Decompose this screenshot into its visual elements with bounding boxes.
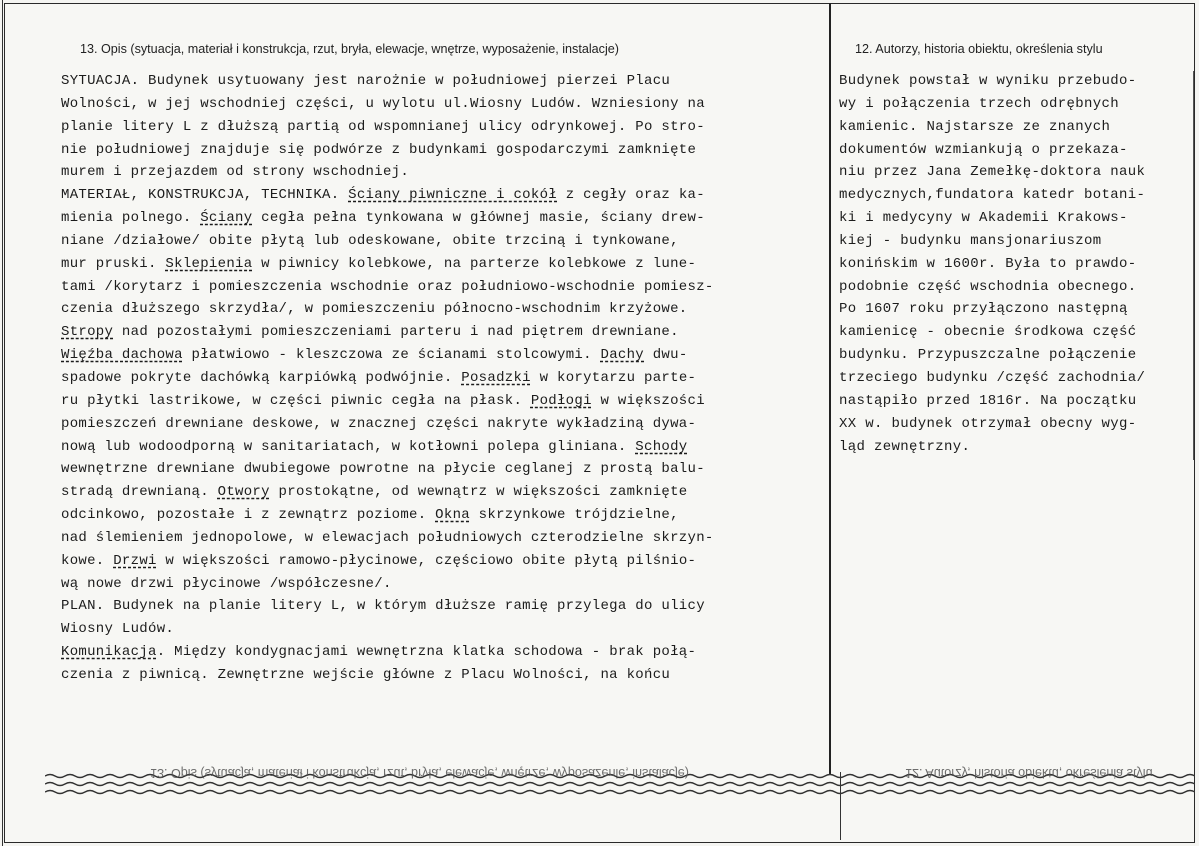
text-line — [61, 161, 836, 184]
text-segment: nad ślemieniem jednopolowe, w elewacjach południowych czterodzielne skrzyn- — [61, 529, 714, 546]
text-line — [61, 458, 836, 481]
text-line: medycznych,fundatora katedr botani- — [839, 187, 1146, 204]
text-line: Po 1607 roku przyłączono następną — [839, 301, 1128, 318]
underlined-term: Schody — [635, 438, 688, 455]
text-segment: w większości — [591, 392, 705, 409]
underlined-term: Podłogi — [530, 392, 592, 409]
text-segment: spadowe pokryte dachówką karpiówką podwójnie. — [61, 369, 462, 386]
text-line — [61, 298, 836, 321]
section-13-header: 13. Opis (sytuacja, materiał i konstrukcja, rzut, bryła, elewacje, wnętrze, wyposażenie, instalacje) — [80, 42, 619, 56]
text-segment: tami /korytarz i pomieszczenia wschodnie oraz południowo-wschodnie pomiesz- — [61, 278, 714, 295]
text-line — [61, 207, 836, 230]
text-segment: ru płytki lastrikowe, w części piwnic cegła na płask. — [61, 392, 531, 409]
text-line — [61, 413, 836, 436]
text-segment: dwu- — [644, 347, 688, 364]
text-line: trzeciego budynku /część zachodnia/ — [839, 369, 1146, 386]
text-line: kiej - budynku mansjonariuszom — [839, 232, 1102, 249]
description-text — [61, 70, 836, 687]
text-line: niu przez Jana Zemełkę-doktora nauk — [839, 164, 1146, 181]
text-line — [61, 230, 836, 253]
text-segment: płatwiowo - kleszczowa ze ścianami stolcowymi. — [182, 347, 601, 364]
text-line — [61, 367, 836, 390]
text-line — [61, 93, 836, 116]
text-line — [61, 116, 836, 139]
text-line: ki i medycyny w Akademii Krakows- — [839, 210, 1128, 227]
text-segment: PLAN. Budynek na planie litery L, w którym dłuższe ramię przylega do ulicy — [61, 598, 705, 615]
text-segment: stradą drewnianą. — [61, 484, 218, 501]
text-line: nastąpiło przed 1816r. Na początku — [839, 392, 1137, 409]
text-line: ląd zewnętrzny. — [839, 438, 971, 455]
text-line — [61, 184, 836, 207]
underlined-term: Komunikacja — [61, 644, 157, 661]
text-line — [61, 70, 836, 93]
text-line — [61, 436, 836, 459]
text-segment: w większości ramowo-płycinowe, częściowo obite płytą pilśnio- — [156, 552, 697, 569]
text-line — [61, 276, 836, 299]
history-text — [839, 70, 1195, 458]
text-line — [61, 664, 836, 687]
text-segment: w korytarzu parte- — [530, 369, 697, 386]
text-line — [61, 550, 836, 573]
text-line — [61, 344, 836, 367]
text-segment: wą nowe drzwi płycinowe /współczesne/. — [61, 575, 392, 592]
text-segment: nie południowej znajduje się podwórze z budynkami gospodarczymi zamknięte — [61, 141, 697, 158]
underlined-term: Ściany piwniczne i cokół — [348, 187, 557, 204]
text-segment: . Między kondygnacjami wewnętrzna klatka schodowa - brak połą- — [156, 644, 697, 661]
text-line: XX w. budynek otrzymał obecny wyg- — [839, 415, 1137, 432]
text-segment: skrzynkowe trójdzielne, — [469, 507, 679, 524]
text-segment: Wiosny Ludów. — [61, 621, 175, 638]
text-segment: odcinkowo, pozostałe i z zewnątrz poziome. — [61, 507, 436, 524]
text-segment: wewnętrzne drewniane dwubiegowe powrotne na płycie ceglanej z prostą balu- — [61, 461, 705, 478]
mirrored-header-right: 12. Autorzy, historia obiektu, określenia stylu — [905, 766, 1153, 780]
underlined-term: Ściany — [200, 210, 253, 227]
text-line — [61, 527, 836, 550]
scan-edge — [2, 0, 3, 846]
text-line — [61, 139, 836, 162]
mirrored-header-left: 13. Opis (sytuacja, materiał i konstrukcja, rzut, bryła, elewacje, wnętrze, wyposażenie, instalacje) — [150, 766, 689, 780]
text-segment: mienia polnego. — [61, 210, 201, 227]
text-segment: nową lub wodoodporną w sanitariatach, w kotłowni polepa gliniana. — [61, 438, 636, 455]
underlined-term: Posadzki — [461, 369, 531, 386]
text-segment: Wolności, w jej wschodniej części, u wylotu ul.Wiosny Ludów. Wzniesiony na — [61, 95, 705, 112]
text-line — [61, 390, 836, 413]
text-segment: MATERIAŁ, KONSTRUKCJA, TECHNIKA. — [61, 187, 349, 204]
text-line — [61, 573, 836, 596]
text-segment: w piwnicy kolebkowe, na parterze kolebkowe z lune- — [252, 255, 697, 272]
text-line: dokumentów wzmiankują o przekaza- — [839, 141, 1128, 158]
text-line: konińskim w 1600r. Była to prawdo- — [839, 255, 1137, 272]
text-segment: nad pozostałymi pomieszczeniami parteru i nad piętrem drewniane. — [113, 324, 679, 341]
text-line — [61, 595, 836, 618]
text-line — [61, 481, 836, 504]
text-segment: czenia dłuższego skrzydła/, w pomieszczeniu północno-wschodnim krzyżowe. — [61, 301, 688, 318]
text-line — [61, 618, 836, 641]
text-line — [61, 641, 836, 664]
underlined-term: Więźba dachowa — [61, 347, 183, 364]
underlined-term: Dachy — [600, 347, 645, 364]
text-line: podobnie część wschodnia obecnego. — [839, 278, 1137, 295]
text-line — [61, 321, 836, 344]
text-line: wy i połączenia trzech odrębnych — [839, 95, 1120, 112]
underlined-term: Drzwi — [113, 552, 157, 569]
text-segment: cegła pełna tynkowana w głównej masie, ściany drew- — [252, 210, 705, 227]
text-line: budynku. Przypuszczalne połączenie — [839, 347, 1137, 364]
underlined-term: Okna — [435, 507, 470, 524]
text-segment: pomieszczeń drewniane deskowe, w znacznej części nakryte wykładziną dywa- — [61, 415, 697, 432]
text-line: Budynek powstał w wyniku przebudo- — [839, 73, 1137, 89]
underlined-term: Otwory — [217, 484, 270, 501]
text-segment: planie litery L z dłuższą partią od wspomnianej ulicy odrynkowej. Po stro- — [61, 118, 705, 135]
text-segment: mur pruski. — [61, 255, 166, 272]
text-segment: kowe. — [61, 552, 114, 569]
underlined-term: Stropy — [61, 324, 114, 341]
text-line: kamienic. Najstarsze ze znanych — [839, 118, 1111, 135]
text-segment: czenia z piwnicą. Zewnętrzne wejście główne z Placu Wolności, na końcu — [61, 666, 671, 683]
underlined-term: Sklepienia — [165, 255, 253, 272]
text-line — [61, 504, 836, 527]
text-segment: prostokątne, od wewnątrz w większości zamknięte — [269, 484, 688, 501]
text-segment: murem i przejazdem od strony wschodniej. — [61, 164, 410, 181]
text-segment: niane /działowe/ obite płytą lub odeskowane, obite trzciną i tynkowane, — [61, 232, 679, 249]
text-segment: SYTUACJA. Budynek usytuowany jest narożnie w południowej pierzei Placu — [61, 73, 671, 89]
text-segment: z cegły oraz ka- — [557, 187, 705, 204]
text-line — [61, 253, 836, 276]
text-line: kamienicę - obecnie środkowa część — [839, 324, 1137, 341]
section-12-header: 12. Autorzy, historia obiektu, określenia stylu — [855, 42, 1103, 56]
